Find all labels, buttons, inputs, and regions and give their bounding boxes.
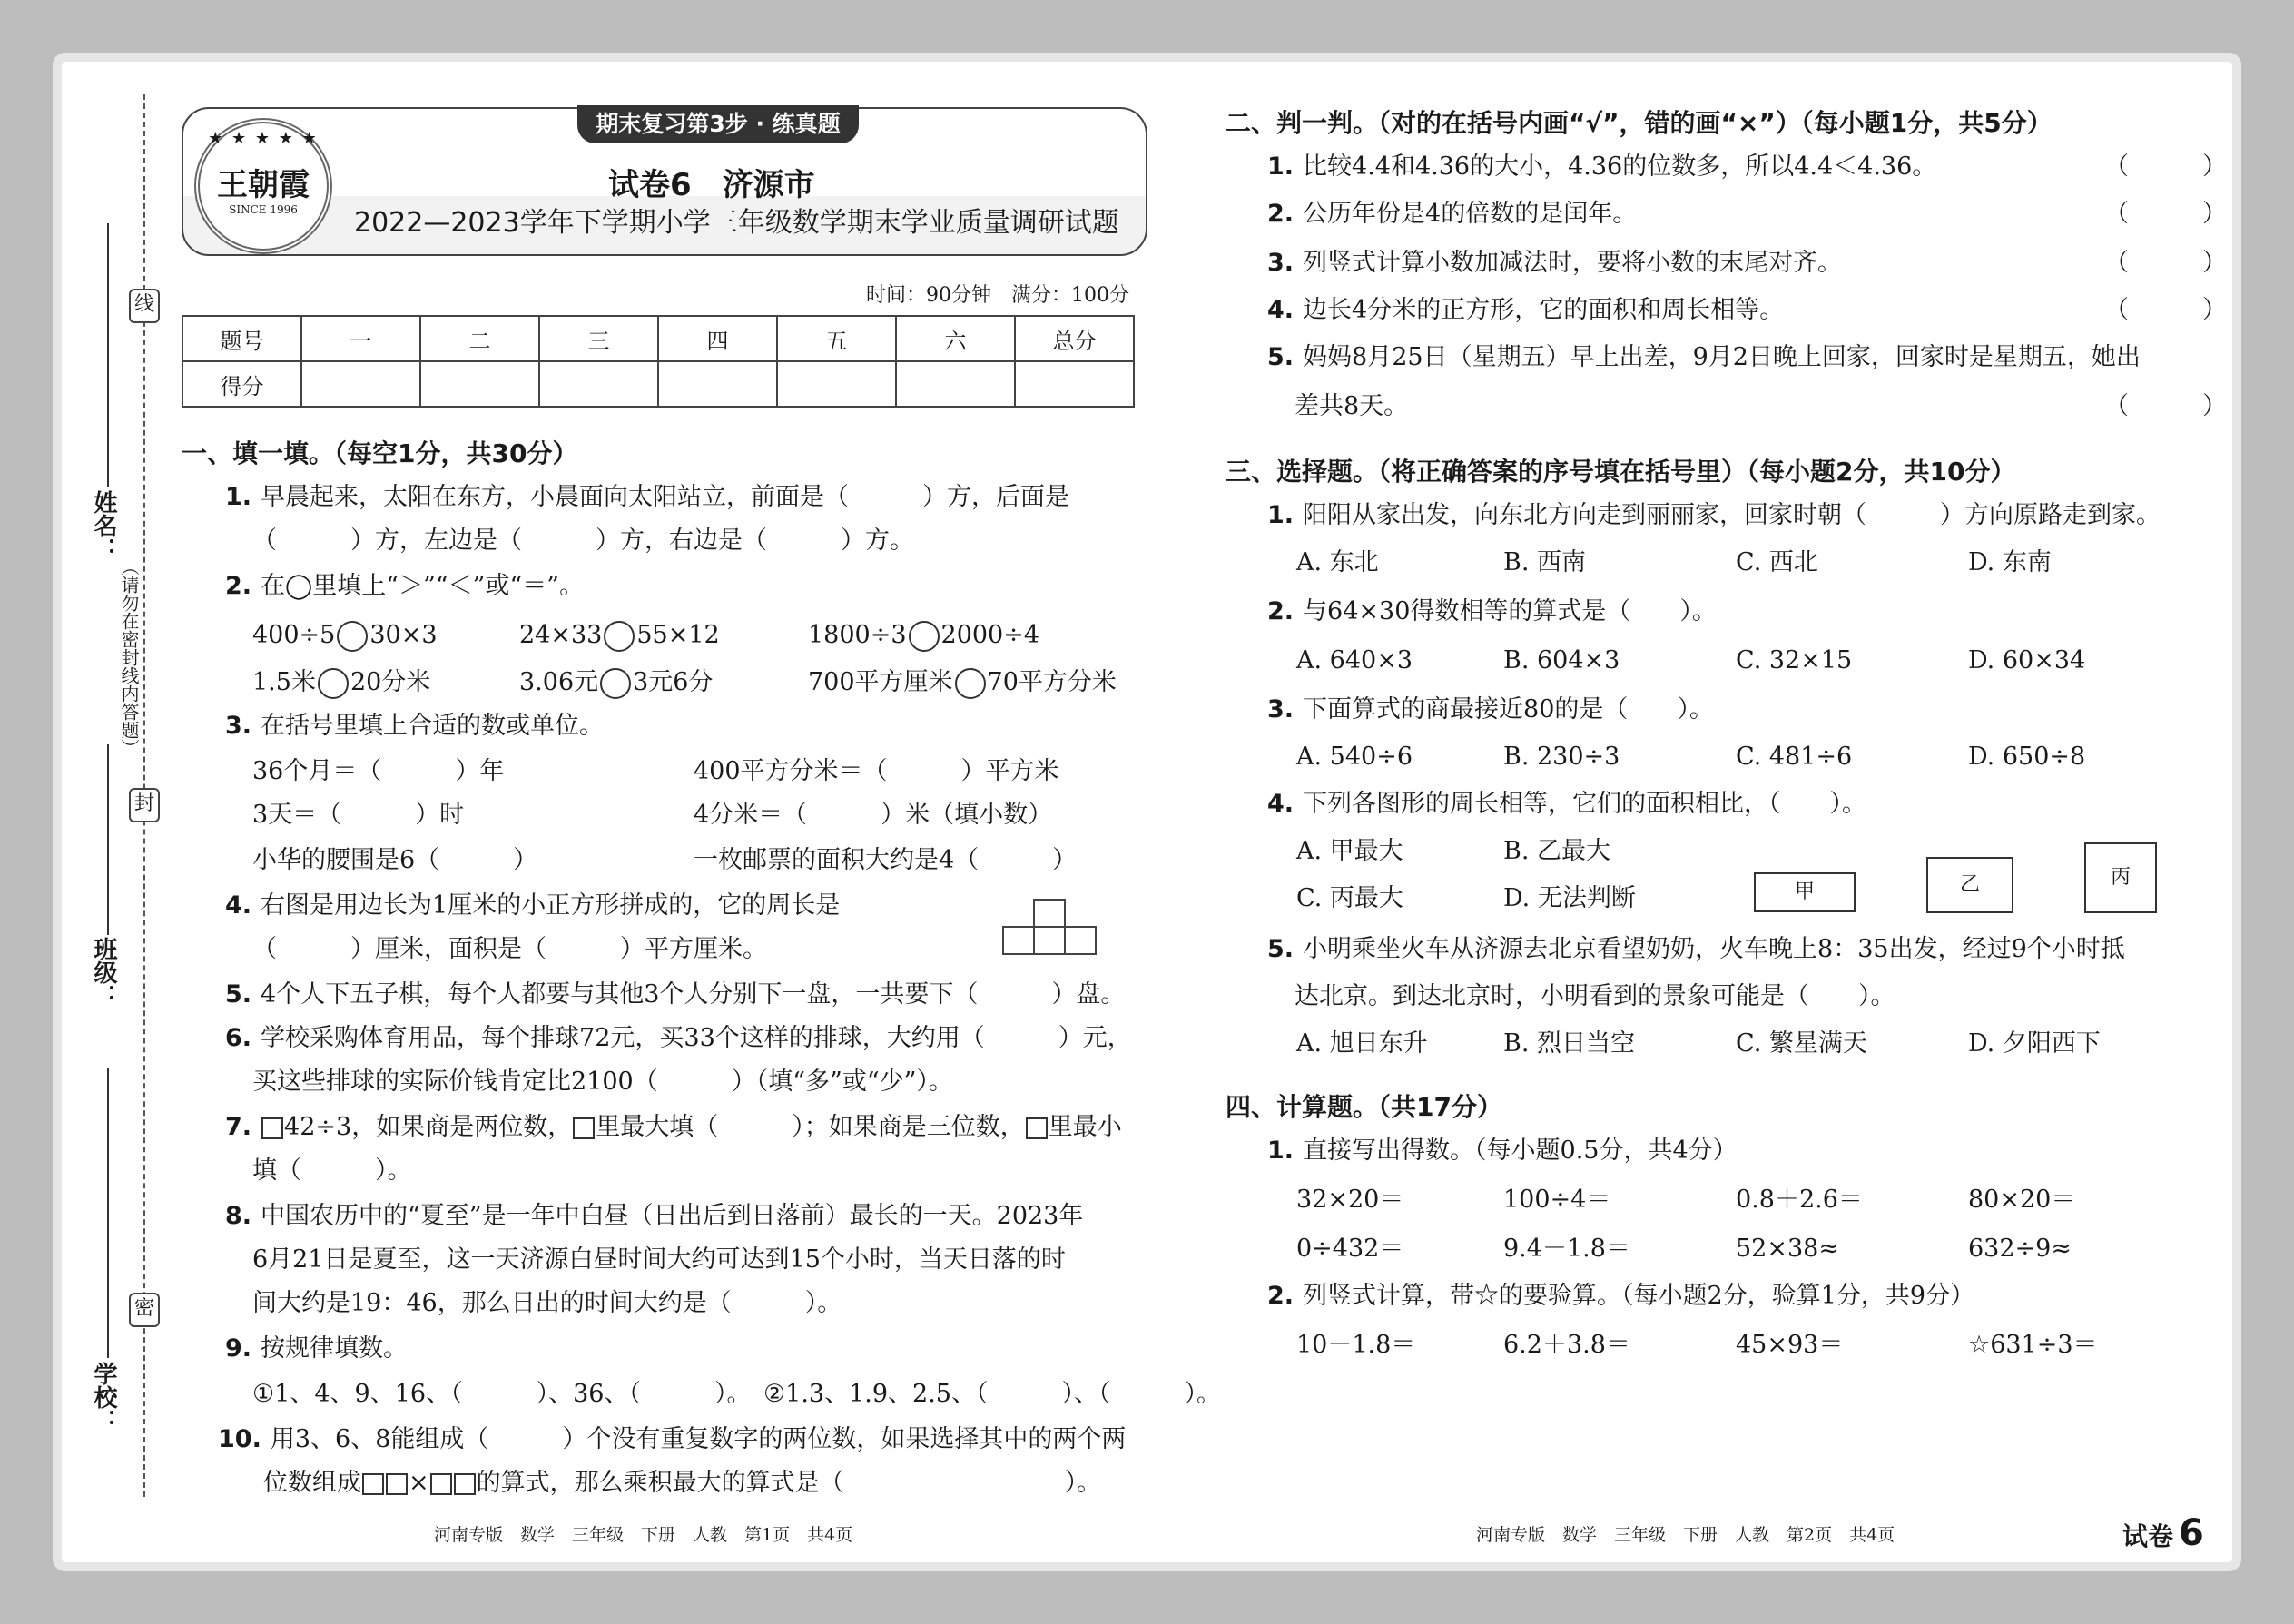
question-number: 1. — [1267, 153, 1295, 181]
compare-circle[interactable] — [909, 621, 940, 652]
section-1-title: 一、填一填。（每空1分，共30分） — [182, 438, 578, 468]
option[interactable]: D. 夕阳西下 — [1968, 1029, 2101, 1058]
compare-circle[interactable] — [600, 668, 631, 699]
paper-badge — [2122, 1512, 2204, 1554]
question-number: 7. — [225, 1113, 252, 1141]
answer-paren[interactable]: （ ） — [2104, 249, 2227, 277]
question-text: 4个人下五子棋，每个人都要与其他3个人分别下一盘，一共要下（ ）盘。 — [261, 980, 1126, 1009]
question-text: 下面算式的商最接近80的是（ ）。 — [1303, 695, 1714, 723]
option[interactable]: A. 旭日东升 — [1296, 1029, 1428, 1058]
question-text: 中国农历中的“夏至”是一年中白昼（日出后到日落前）最长的一天。2023年 — [261, 1202, 1084, 1230]
calc-expr: 10－1.8＝ — [1296, 1331, 1416, 1359]
question-number: 2. — [1267, 200, 1295, 228]
question-number: 4. — [1267, 790, 1295, 818]
section-3-title: 三、选择题。（将正确答案的序号填在括号里）（每小题2分，共10分） — [1226, 457, 2016, 487]
expr: 55×12 — [636, 621, 720, 649]
q1-3-item: 4分米＝（ ）米（填小数） — [694, 801, 1053, 829]
question-text: 按规律填数。 — [261, 1334, 409, 1363]
option[interactable]: A. 东北 — [1296, 548, 1379, 576]
option[interactable]: D. 60×34 — [1968, 646, 2086, 674]
q1-5 — [225, 977, 1125, 1013]
question-text: 42÷3，如果商是两位数， — [284, 1113, 573, 1141]
question-text: 下列各图形的周长相等，它们的面积相比，（ ）。 — [1303, 790, 1867, 818]
step-bar: 期末复习第3步 · 练真题 — [577, 105, 859, 143]
class-field-line[interactable] — [107, 744, 109, 935]
table-cell: 二 — [420, 316, 539, 361]
unit-square — [1033, 899, 1066, 928]
calc-expr: 32×20＝ — [1296, 1186, 1404, 1214]
judge-item-4 — [1267, 292, 1784, 329]
option[interactable]: C. 481÷6 — [1736, 743, 1853, 771]
question-number: 5. — [225, 980, 252, 1009]
option[interactable]: C. 西北 — [1736, 548, 1818, 576]
table-cell: 三 — [539, 316, 658, 361]
choice-q5 — [1267, 931, 2125, 968]
calc-expr: 0÷432＝ — [1296, 1235, 1404, 1263]
answer-paren[interactable]: （ ） — [2104, 153, 2227, 181]
question-number: 6. — [225, 1024, 252, 1052]
blank-square[interactable] — [454, 1473, 476, 1495]
question-text: 里最大填（ ）；如果商是三位数， — [596, 1113, 1025, 1141]
calc-expr: 45×93＝ — [1736, 1331, 1844, 1359]
expr: 70平方分米 — [987, 668, 1117, 696]
question-number: 1. — [1267, 1137, 1295, 1165]
shape-yi: 乙 — [1926, 857, 2013, 913]
unit-square — [1064, 926, 1097, 955]
question-number: 1. — [225, 483, 252, 511]
score-table — [182, 315, 1135, 408]
table-cell: 五 — [777, 316, 896, 361]
exam-title: 试卷6 济源市 — [608, 167, 815, 203]
question-text: 的算式，那么乘积最大的算式是（ ）。 — [476, 1469, 1102, 1497]
question-text: 右图是用边长为1厘米的小正方形拼成的，它的周长是 — [261, 891, 841, 920]
calc-expr: 52×38≈ — [1736, 1235, 1839, 1263]
times-sign: × — [409, 1469, 429, 1497]
option[interactable]: D. 650÷8 — [1968, 743, 2086, 771]
calc-expr: 632÷9≈ — [1968, 1235, 2072, 1263]
judge-item-5 — [1267, 340, 2141, 376]
shape-bing: 丙 — [2084, 842, 2157, 913]
question-text: 列竖式计算小数加减法时，要将小数的末尾对齐。 — [1303, 249, 1843, 277]
q1-1-line1 — [225, 479, 1069, 516]
footer-left: 河南专版 数学 三年级 下册 人教 第1页 共4页 — [434, 1525, 853, 1545]
option[interactable]: D. 东南 — [1968, 548, 2052, 576]
option[interactable]: D. 无法判断 — [1503, 884, 1636, 912]
calc-expr: 80×20＝ — [1968, 1186, 2076, 1214]
school-label: 学校： — [90, 1362, 117, 1432]
question-text: 比较4.4和4.36的大小，4.36的位数多，所以4.4＜4.36。 — [1303, 153, 1937, 181]
question-number: 10. — [218, 1425, 261, 1453]
calc-q1 — [1267, 1133, 1738, 1169]
badge-label: 试卷 — [2122, 1521, 2174, 1551]
score-cell[interactable] — [777, 361, 896, 407]
q1-2-row2a — [252, 664, 430, 701]
question-number: 3. — [1267, 695, 1295, 723]
question-number: 3. — [225, 712, 252, 740]
question-text: 妈妈8月25日（星期五）早上出差，9月2日晚上回家，回家时是星期五，她出 — [1303, 343, 2141, 371]
binding-tag-line: 线 — [129, 289, 160, 323]
name-label: 姓名： — [90, 490, 117, 561]
calc-expr: ☆631÷3＝ — [1968, 1331, 2098, 1359]
expr: 700平方厘米 — [808, 668, 953, 696]
answer-paren[interactable]: （ ） — [2104, 296, 2227, 324]
binding-tag-seal: 封 — [129, 788, 160, 822]
badge-number: 6 — [2179, 1512, 2204, 1554]
option[interactable]: C. 丙最大 — [1296, 884, 1403, 912]
q1-6-line1 — [225, 1020, 1132, 1057]
school-field-line[interactable] — [107, 1068, 109, 1358]
score-table-header-row — [182, 316, 1134, 361]
expr: 400÷5 — [252, 621, 336, 649]
question-number: 8. — [225, 1202, 252, 1230]
option[interactable]: A. 640×3 — [1296, 646, 1413, 674]
choice-q5-line2: 达北京。到达北京时，小明看到的景象可能是（ ）。 — [1295, 982, 1895, 1010]
table-cell: 四 — [658, 316, 777, 361]
expr: 1.5米 — [252, 668, 316, 696]
q1-10-line2 — [263, 1465, 1101, 1501]
answer-paren[interactable]: （ ） — [2104, 392, 2227, 420]
shape-jia: 甲 — [1754, 872, 1856, 912]
judge-item-2 — [1267, 196, 1637, 232]
expr: 2000÷4 — [940, 621, 1040, 649]
question-text: 与64×30得数相等的算式是（ ）。 — [1303, 597, 1717, 625]
option[interactable]: C. 繁星满天 — [1736, 1029, 1867, 1058]
section-2-title: 二、判一判。（对的在括号内画“√”，错的画“×”）（每小题1分，共5分） — [1226, 108, 2053, 138]
logo-year: SINCE 1996 — [229, 203, 298, 216]
q1-3-item: 小华的腰围是6（ ） — [252, 846, 538, 874]
q1-3-item: 一枚邮票的面积大约是4（ ） — [694, 846, 1078, 874]
score-cell[interactable] — [658, 361, 777, 407]
choice-q2 — [1267, 594, 1717, 630]
expr: 3.06元 — [519, 668, 599, 696]
question-text: 在括号里填上合适的数或单位。 — [261, 712, 605, 740]
question-number: 2. — [1267, 597, 1295, 625]
expr: 20分米 — [350, 668, 431, 696]
star-icon: ★ ★ ★ ★ ★ — [208, 129, 319, 148]
q1-1-line2: （ ）方，左边是（ ）方，右边是（ ）方。 — [252, 527, 914, 555]
table-cell: 六 — [896, 316, 1015, 361]
choice-q1 — [1267, 497, 2161, 534]
option[interactable]: C. 32×15 — [1736, 646, 1853, 674]
time-info: 时间：90分钟 满分：100分 — [866, 284, 1129, 307]
judge-item-1 — [1267, 149, 1936, 185]
compare-circle[interactable] — [337, 621, 368, 652]
unit-square — [1002, 926, 1035, 955]
table-cell: 得分 — [182, 361, 301, 407]
q1-2-row2c — [808, 664, 1117, 701]
question-text: 边长4分米的正方形，它的面积和周长相等。 — [1303, 296, 1785, 324]
question-text: 学校采购体育用品，每个排球72元，买33个这样的排球，大约用（ ）元， — [261, 1024, 1132, 1052]
q1-3-item: 36个月＝（ ）年 — [252, 757, 505, 785]
compare-circle[interactable] — [604, 621, 635, 652]
calc-q2 — [1267, 1278, 1974, 1314]
q1-3-line1 — [225, 708, 604, 744]
answer-paren[interactable]: （ ） — [2104, 200, 2227, 228]
question-text: 用3、6、8能组成（ ）个没有重复数字的两位数，如果选择其中的两个两 — [270, 1425, 1127, 1453]
question-number: 3. — [1267, 249, 1295, 277]
score-table-score-row — [182, 361, 1134, 407]
table-cell: 题号 — [182, 316, 301, 361]
q1-2-row1a — [252, 617, 438, 654]
question-number: 1. — [1267, 501, 1295, 529]
q1-2-row1c — [808, 617, 1039, 654]
score-cell[interactable] — [539, 361, 658, 407]
choice-q4 — [1267, 786, 1866, 822]
table-cell: 总分 — [1015, 316, 1134, 361]
q1-2-row1b — [519, 617, 720, 654]
footer-right: 河南专版 数学 三年级 下册 人教 第2页 共4页 — [1476, 1525, 1895, 1545]
q1-4-line1 — [225, 888, 840, 924]
unit-square — [1033, 926, 1066, 955]
calc-expr: 9.4－1.8＝ — [1503, 1235, 1630, 1263]
option[interactable]: A. 甲最大 — [1296, 837, 1403, 865]
blank-square[interactable] — [1026, 1117, 1048, 1139]
section-4-title: 四、计算题。（共17分） — [1226, 1092, 1502, 1122]
judge-item-3 — [1267, 245, 1842, 281]
calc-expr: 0.8＋2.6＝ — [1736, 1186, 1863, 1214]
q1-6-line2: 买这些排球的实际价钱肯定比2100（ ）（填“多”或“少”）。 — [252, 1068, 953, 1096]
blank-square[interactable] — [362, 1473, 384, 1495]
binding-tag-secret: 密 — [129, 1293, 160, 1327]
question-number: 5. — [1267, 343, 1295, 371]
exam-subtitle: 2022—2023学年下学期小学三年级数学期末学业质量调研试题 — [354, 207, 1119, 239]
q1-2-row2b — [519, 664, 713, 701]
q1-3-item: 400平方分米＝（ ）平方米 — [694, 757, 1059, 785]
blank-square[interactable] — [430, 1473, 452, 1495]
expr: 3元6分 — [633, 668, 714, 696]
option[interactable]: B. 西南 — [1503, 548, 1587, 576]
compare-circle[interactable] — [318, 668, 349, 699]
option[interactable]: B. 乙最大 — [1503, 837, 1611, 865]
compare-circle[interactable] — [955, 668, 986, 699]
blank-square[interactable] — [573, 1117, 595, 1139]
option[interactable]: A. 540÷6 — [1296, 743, 1413, 771]
name-field-line[interactable] — [107, 223, 109, 487]
expr: 1800÷3 — [808, 621, 907, 649]
option[interactable]: B. 604×3 — [1503, 646, 1620, 674]
q1-9-line2: ①1、4、9、16、（ ）、36、（ ）。 ②1.3、1.9、2.5、（ ）、（ ）。 — [252, 1380, 1221, 1408]
logo-name: 王朝霞 — [217, 167, 310, 203]
expr: 24×33 — [519, 621, 603, 649]
score-cell[interactable] — [301, 361, 420, 407]
q1-7-line2: 填（ ）。 — [252, 1156, 412, 1185]
judge-item-5-line2: 差共8天。 — [1295, 392, 1409, 420]
q1-3-item: 3天＝（ ）时 — [252, 801, 465, 829]
option[interactable]: B. 230÷3 — [1503, 743, 1620, 771]
score-cell[interactable] — [896, 361, 1015, 407]
question-text: 阳阳从家出发，向东北方向走到丽丽家，回家时朝（ ）方向原路走到家。 — [1303, 501, 2161, 529]
option[interactable]: B. 烈日当空 — [1503, 1029, 1636, 1058]
choice-q3 — [1267, 692, 1714, 728]
question-text: 早晨起来，太阳在东方，小晨面向太阳站立，前面是（ ）方，后面是 — [261, 483, 1070, 511]
q1-8-line2: 6月21日是夏至，这一天济源白昼时间大约可达到15个小时，当天日落的时 — [252, 1245, 1066, 1274]
score-cell[interactable] — [420, 361, 539, 407]
question-text: 小明乘坐火车从济源去北京看望奶奶，火车晚上8：35出发，经过9个小时抵 — [1303, 935, 2125, 963]
blank-square[interactable] — [386, 1473, 408, 1495]
question-number: 5. — [1267, 935, 1295, 963]
question-text: 在◯里填上“＞”“＜”或“＝”。 — [261, 572, 585, 600]
question-number: 2. — [1267, 1282, 1295, 1310]
question-number: 4. — [225, 891, 252, 920]
question-number: 9. — [225, 1334, 252, 1363]
q1-10-line1 — [218, 1422, 1126, 1458]
table-cell: 一 — [301, 316, 420, 361]
class-label: 班级： — [90, 937, 117, 1008]
q1-8-line3: 间大约是19：46，那么日出的时间大约是（ ）。 — [252, 1289, 842, 1317]
square-grid-figure — [1002, 899, 1111, 962]
q1-7-line1 — [225, 1109, 1122, 1146]
expr: 30×3 — [369, 621, 438, 649]
calc-expr: 6.2＋3.8＝ — [1503, 1331, 1630, 1359]
q1-2-line1 — [225, 568, 584, 605]
question-text: 列竖式计算，带☆的要验算。（每小题2分，验算1分，共9分） — [1303, 1282, 1975, 1310]
brand-logo — [194, 118, 332, 254]
question-text: 直接写出得数。（每小题0.5分，共4分） — [1303, 1137, 1738, 1165]
calc-expr: 100÷4＝ — [1503, 1186, 1611, 1214]
question-number: 4. — [1267, 296, 1295, 324]
question-text: 公历年份是4的倍数的是闰年。 — [1303, 200, 1638, 228]
question-number: 2. — [225, 572, 252, 600]
q1-9-line1 — [225, 1331, 408, 1367]
score-cell[interactable] — [1015, 361, 1134, 407]
binding-note: （请勿在密封线内答题） — [118, 557, 140, 757]
q1-8-line1 — [225, 1198, 1083, 1235]
blank-square[interactable] — [261, 1117, 283, 1139]
q1-4-line2: （ ）厘米，面积是（ ）平方厘米。 — [252, 935, 767, 963]
question-text: 里最小 — [1048, 1113, 1122, 1141]
question-text: 位数组成 — [263, 1469, 361, 1497]
